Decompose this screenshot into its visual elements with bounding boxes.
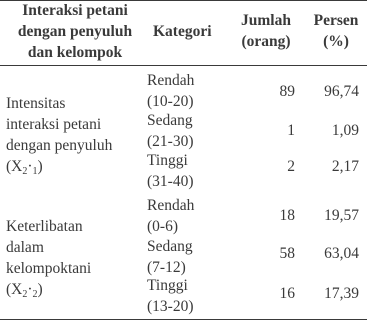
- kategori-cell: Sedang (21-30): [147, 112, 194, 150]
- group-label-line: Keterlibatan: [6, 218, 83, 235]
- persen-cell: 1,09: [331, 122, 359, 139]
- kategori-cell: Rendah (10-20): [147, 72, 195, 110]
- persen-cell: 96,74: [324, 83, 359, 100]
- kategori-cell: Tinggi (13-20): [147, 277, 194, 315]
- group-label-line: kelompoktani: [6, 260, 92, 277]
- group-label-line: dengan penyuluh: [6, 137, 113, 154]
- header-interaksi-line: Interaksi petani: [22, 2, 128, 19]
- jumlah-cell: 1: [287, 122, 295, 139]
- kategori-cell: Tinggi (31-40): [147, 152, 194, 190]
- header-interaksi-line: dan kelompok: [27, 44, 123, 61]
- kategori-cell: Rendah (0-6): [147, 197, 195, 235]
- header-persen-line: (%): [323, 33, 349, 50]
- bottom-rule: [0, 319, 367, 320]
- group-variable: $(X_2\cdot_1)$: [6, 158, 43, 177]
- jumlah-cell: 16: [279, 285, 295, 302]
- jumlah-cell: 2: [287, 158, 295, 175]
- group-label: [6, 93, 112, 177]
- group-variable: $(X_2\cdot_2)$: [6, 281, 43, 300]
- group-label-line: Intensitas: [6, 95, 66, 112]
- header-interaksi: [0, 0, 150, 63]
- jumlah-cell: 89: [279, 83, 295, 100]
- header-interaksi-line: dengan penyuluh: [17, 23, 133, 40]
- group-label-line: interaksi petani: [6, 116, 102, 133]
- header-jumlah: [232, 10, 300, 52]
- persen-cell: 2,17: [331, 158, 359, 175]
- persen-cell: 17,39: [324, 285, 359, 302]
- jumlah-cell: 58: [279, 245, 295, 262]
- group-label-line: dalam: [6, 239, 44, 256]
- persen-cell: 63,04: [324, 245, 359, 262]
- header-kategori: Kategori: [153, 23, 212, 40]
- group-label: [6, 216, 91, 300]
- header-jumlah-line: Jumlah: [241, 12, 291, 29]
- jumlah-cell: 18: [279, 207, 295, 224]
- header-jumlah-line: (orang): [241, 33, 291, 50]
- persen-cell: 19,57: [324, 207, 359, 224]
- header-persen: [305, 10, 367, 52]
- header-rule: [0, 65, 367, 66]
- header-persen-line: Persen: [313, 12, 359, 29]
- kategori-cell: Sedang (7-12): [147, 238, 193, 276]
